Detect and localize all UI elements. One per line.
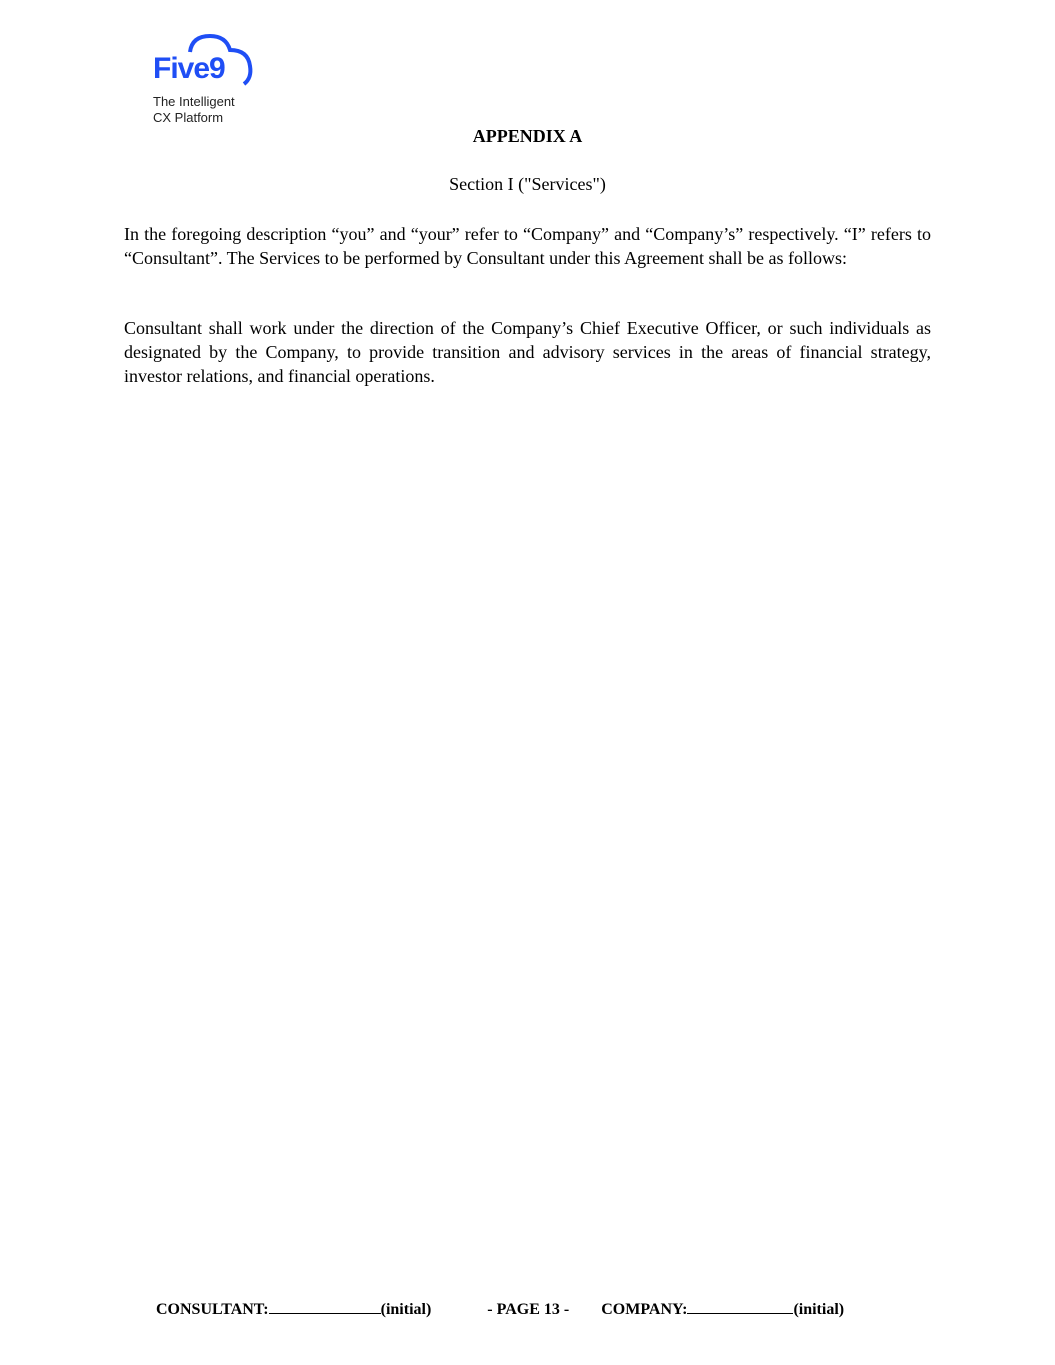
company-label: COMPANY: bbox=[601, 1301, 688, 1318]
footer bbox=[156, 1299, 844, 1319]
five9-logo bbox=[150, 30, 270, 130]
logo-tagline-1: The Intelligent bbox=[153, 94, 235, 109]
logo-wordmark: Five9 bbox=[153, 52, 225, 85]
company-initial: (initial) bbox=[793, 1301, 845, 1318]
consultant-initial: (initial) bbox=[380, 1301, 432, 1318]
paragraph-definitions: In the foregoing description “you” and “your” refer to “Company” and “Company’s” respectively. “I” refers to “Consultant”. The Services to be performed by Consultant under this Agreement shall be as follows: bbox=[124, 224, 931, 268]
logo-tagline-2: CX Platform bbox=[153, 110, 224, 125]
consultant-initial-line bbox=[269, 1299, 381, 1314]
section-heading: Section I ("Services") bbox=[449, 174, 606, 194]
page-title: APPENDIX A bbox=[472, 126, 583, 146]
page-number: - PAGE 13 - bbox=[487, 1301, 570, 1318]
paragraph-services: Consultant shall work under the direction of the Company’s Chief Executive Officer, or such individuals as designated by the Company, to provide transition and advisory services in the areas of financial strategy, investor relations, and financial operations. bbox=[124, 318, 931, 386]
company-initial-line bbox=[687, 1299, 793, 1314]
consultant-label: CONSULTANT: bbox=[156, 1301, 269, 1318]
